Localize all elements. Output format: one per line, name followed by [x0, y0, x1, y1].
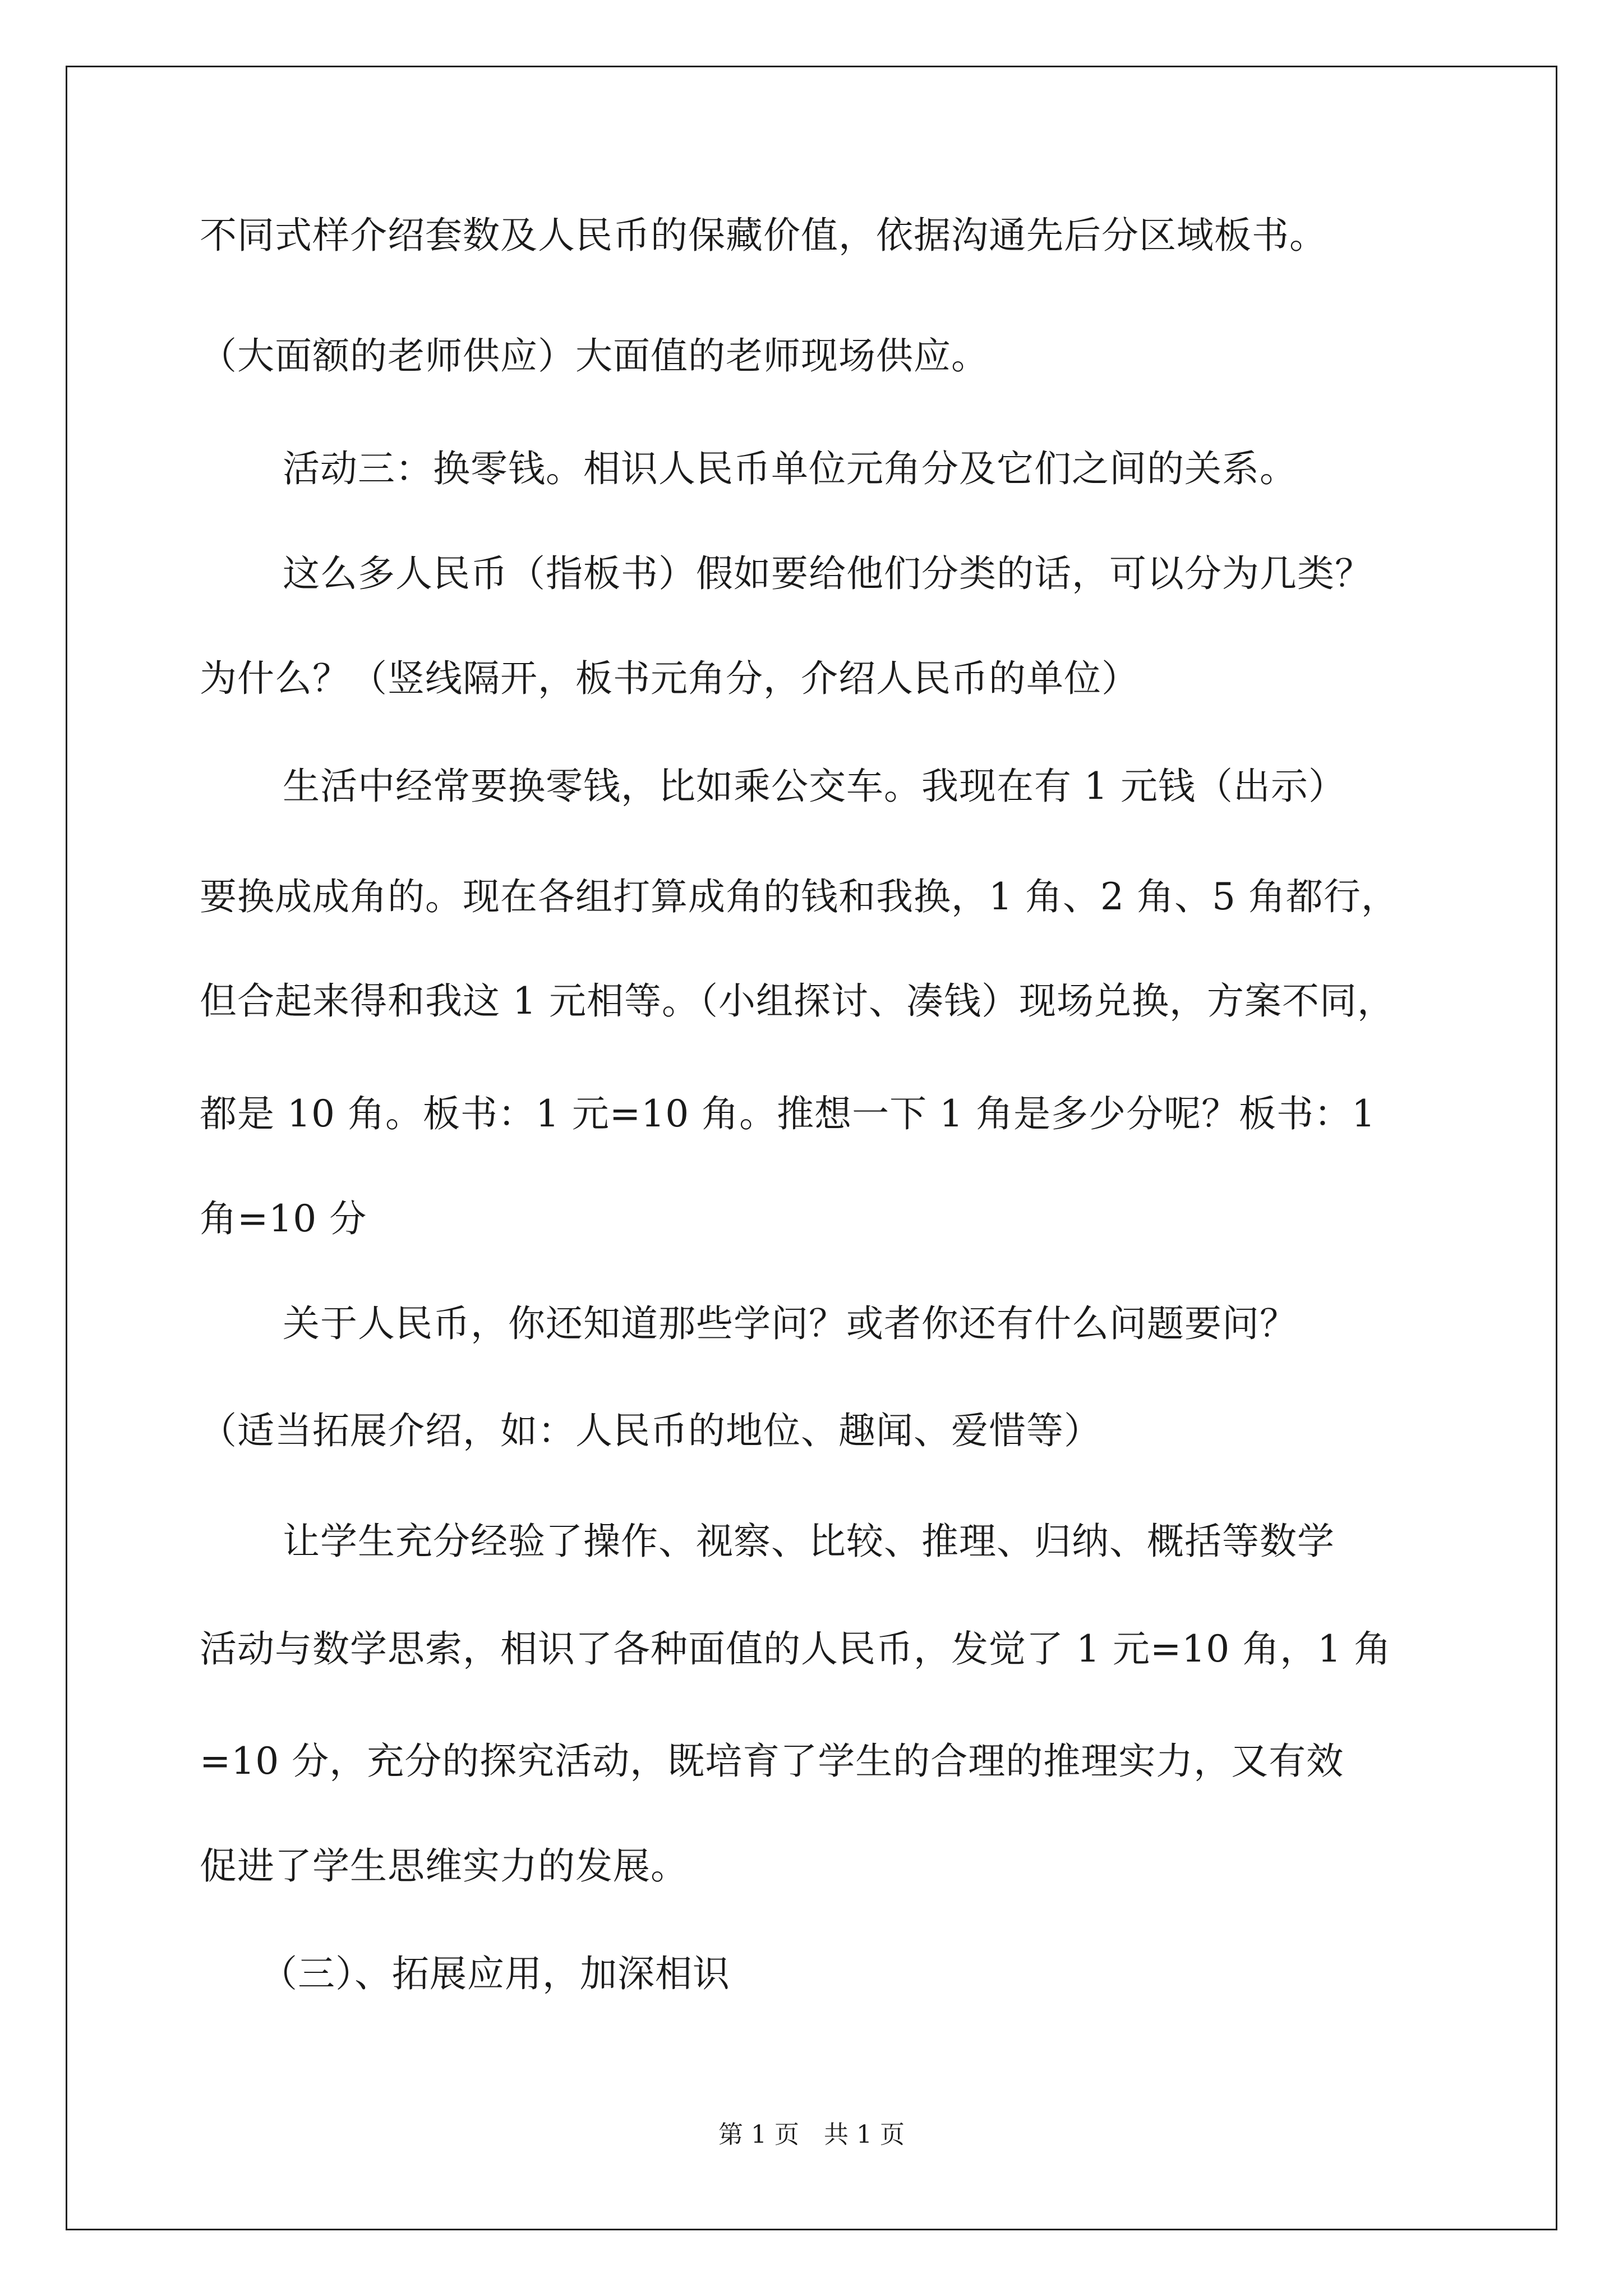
section-heading: （三）、拓展应用，加深相识 [260, 1952, 730, 1995]
text-line: 活动与数学思索，相识了各种面值的人民币，发觉了 1 元=10 角，1 角 [200, 1627, 1392, 1671]
text-line: （适当拓展介绍，如：人民币的地位、趣闻、爱惜等） [200, 1409, 1101, 1452]
text-line: =10 分，充分的探究活动，既培育了学生的合理的推理实力，又有效 [200, 1740, 1344, 1783]
text-line: 让学生充分经验了操作、视察、比较、推理、归纳、概括等数学 [283, 1520, 1335, 1563]
text-line: 促进了学生思维实力的发展。 [200, 1844, 688, 1888]
text-line: 关于人民币，你还知道那些学问？或者你还有什么问题要问？ [283, 1302, 1297, 1345]
text-line: 生活中经常要换零钱，比如乘公交车。我现在有 1 元钱（出示） [283, 765, 1346, 808]
text-line: 不同式样介绍套数及人民币的保藏价值，依据沟通先后分区域板书。 [200, 214, 1327, 257]
text-line: 都是 10 角。板书：1 元=10 角。推想一下 1 角是多少分呢？板书：1 [200, 1092, 1376, 1135]
page-footer: 第 1 页 共 1 页 [718, 2120, 905, 2149]
text-line: 活动三：换零钱。相识人民币单位元角分及它们之间的关系。 [283, 447, 1297, 490]
text-line: 为什么？（竖线隔开，板书元角分，介绍人民币的单位） [200, 657, 1139, 700]
text-line: 角=10 分 [200, 1197, 367, 1240]
page-border [66, 66, 1557, 2230]
text-line: 但合起来得和我这 1 元相等。（小组探讨、凑钱）现场兑换，方案不同， [200, 979, 1395, 1023]
text-line: 要换成成角的。现在各组打算成角的钱和我换，1 角、2 角、5 角都行， [200, 875, 1399, 918]
text-line: （大面额的老师供应）大面值的老师现场供应。 [200, 334, 989, 378]
text-line: 这么多人民币（指板书）假如要给他们分类的话，可以分为几类？ [283, 552, 1372, 595]
